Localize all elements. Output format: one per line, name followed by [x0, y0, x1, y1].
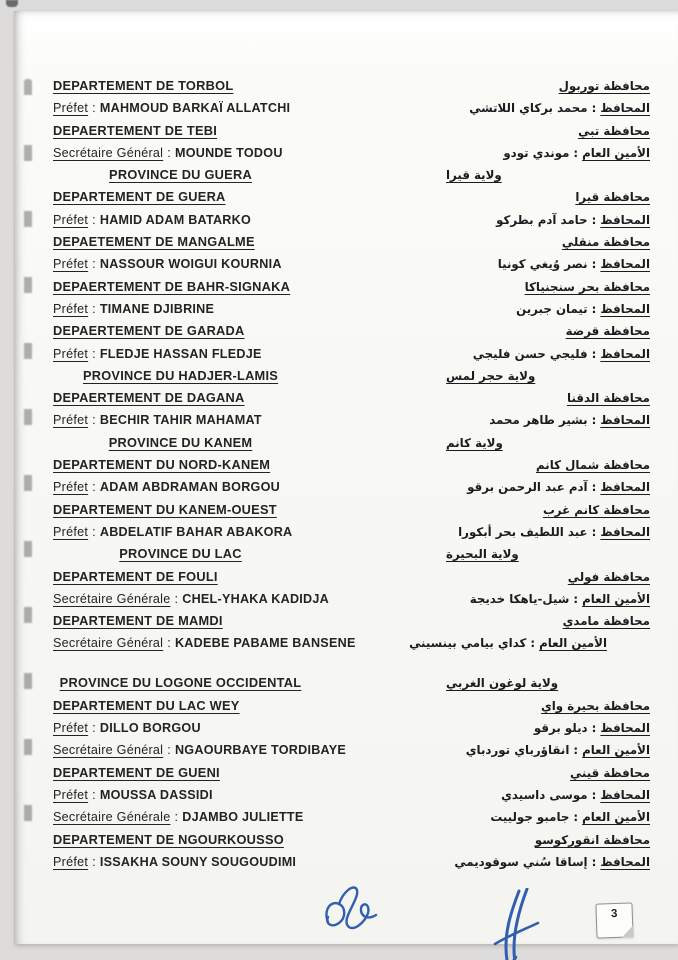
arabic-cell [418, 233, 650, 251]
french-cell [53, 367, 418, 385]
official-name-fr: ISSAKHA SOUNY SOUGOUDIMI [99, 854, 297, 869]
arabic-cell [418, 278, 650, 296]
official-role-fr: Préfet [53, 480, 89, 495]
page-number: 3 [610, 907, 618, 921]
arabic-cell [418, 367, 650, 385]
official-role-fr: Préfet [53, 212, 89, 227]
official-name-fr: MOUNDE TODOU [174, 145, 283, 160]
arabic-cell [418, 719, 650, 737]
colon-separator: : [591, 854, 597, 869]
document-page [14, 11, 678, 944]
official-role-fr: Secrétaire Générale [53, 591, 171, 606]
official-row [53, 255, 650, 277]
french-cell [53, 255, 418, 273]
official-name-ar: جامبو جولييت [490, 810, 570, 825]
dept-row [53, 278, 650, 300]
official-role-ar: المحافظ [600, 480, 650, 495]
colon-separator: : [591, 301, 597, 316]
french-cell [53, 434, 418, 452]
official-name-ar: حامد آدم بطركو [496, 212, 588, 227]
colon-separator: : [92, 301, 96, 316]
official-name-fr: DILLO BORGOU [99, 721, 201, 736]
dept-name-fr: DEPAERTEMENT DE TEBI [53, 122, 218, 138]
arabic-cell [418, 166, 650, 184]
french-cell [53, 590, 418, 608]
colon-separator: : [591, 257, 597, 272]
official-name-fr: CHEL-YHAKA KADIDJA [182, 591, 329, 606]
official-row [53, 144, 650, 166]
dept-row [53, 501, 650, 523]
arabic-cell [418, 389, 650, 407]
province-row [53, 674, 650, 696]
official-role-fr: Préfet [53, 721, 89, 736]
french-cell [53, 674, 418, 692]
official-role-fr: Préfet [53, 854, 89, 869]
colon-separator: : [573, 810, 579, 825]
french-cell [53, 211, 418, 229]
french-cell [53, 478, 418, 496]
document-body [53, 77, 650, 875]
arabic-cell [418, 255, 650, 273]
french-cell [53, 808, 418, 826]
province-name-fr: PROVINCE DU GUERA [109, 167, 252, 183]
arabic-cell [418, 99, 650, 117]
official-role-ar: المحافظ [600, 301, 650, 316]
official-name-ar: ديلو برقو [533, 721, 588, 736]
official-role-fr: Préfet [53, 346, 89, 361]
official-name-ar: إساقا سُني سوقوديمي [454, 854, 588, 869]
official-role-ar: المحافظ [600, 524, 650, 539]
colon-separator: : [92, 101, 96, 116]
colon-separator: : [92, 413, 96, 428]
official-name-fr: NGAOURBAYE TORDIBAYE [174, 743, 347, 758]
french-cell [53, 322, 418, 340]
signature-ink-2 [486, 888, 548, 960]
official-name-ar: آدم عبد الرحمن برقو [467, 480, 588, 495]
colon-separator: : [591, 212, 597, 227]
official-name-ar: تيمان جبرين [516, 301, 588, 316]
french-cell [53, 345, 418, 363]
page-number-badge [595, 902, 633, 938]
dept-name-ar: محافظة بحر سنجنياكا [524, 279, 650, 294]
official-name-ar: نصر وُيغي كونيا [497, 257, 588, 272]
dept-row [53, 764, 650, 786]
dept-name-ar: محافظة فولي [567, 569, 650, 584]
official-name-fr: FLEDJE HASSAN FLEDJE [99, 346, 262, 361]
arabic-cell [418, 122, 650, 140]
province-name-fr: PROVINCE DU LOGONE OCCIDENTAL [59, 675, 302, 691]
dept-name-fr: DEPARTEMENT DE TORBOL [53, 78, 234, 93]
official-name-fr: MOUSSA DASSIDI [99, 787, 213, 802]
dept-name-fr: DEPARTEMENT DE MAMDI [53, 613, 223, 629]
french-cell [53, 233, 418, 251]
dept-row [53, 831, 650, 853]
colon-separator: : [573, 743, 579, 758]
french-cell [53, 122, 418, 140]
official-name-fr: TIMANE DJIBRINE [99, 301, 215, 316]
french-cell [53, 634, 375, 652]
official-name-ar: بشير طاهر محمد [489, 413, 588, 428]
arabic-cell [418, 697, 650, 715]
official-name-fr: KADEBE PABAME BANSENE [174, 636, 356, 651]
french-cell [53, 411, 418, 429]
french-cell [53, 456, 418, 474]
official-role-fr: Préfet [53, 301, 89, 316]
official-role-fr: Secrétaire Générale [53, 810, 171, 825]
official-role-fr: Préfet [53, 524, 89, 539]
dept-name-ar: محافظة بحيرة واي [540, 698, 650, 713]
province-name-ar: ولاية البحيرة [446, 547, 519, 562]
arabic-cell [418, 300, 650, 318]
province-row [53, 434, 650, 456]
dept-name-fr: DEPARTEMENT DE GUENI [53, 764, 220, 780]
colon-separator: : [591, 413, 597, 428]
official-role-fr: Secrétaire Général [53, 636, 164, 651]
french-cell [53, 786, 418, 804]
province-name-ar: ولاية قيرا [446, 168, 502, 183]
dept-row [53, 612, 650, 634]
official-row [53, 523, 650, 545]
official-name-fr: DJAMBO JULIETTE [182, 810, 304, 825]
dept-name-fr: DEPAETEMENT DE MANGALME [53, 234, 255, 250]
colon-separator: : [174, 810, 179, 825]
colon-separator: : [591, 101, 597, 116]
province-name-fr: PROVINCE DU LAC [119, 546, 242, 562]
official-row [53, 634, 650, 674]
official-row [53, 590, 650, 612]
french-cell [53, 278, 418, 296]
dept-name-ar: محافظة منقلي [561, 235, 650, 250]
colon-separator: : [591, 346, 597, 361]
dept-name-fr: DEPARTEMENT DU KANEM-OUEST [53, 501, 277, 517]
dept-row [53, 122, 650, 144]
arabic-cell [418, 322, 650, 340]
french-cell [53, 188, 418, 206]
french-cell [53, 568, 418, 586]
arabic-cell [418, 764, 650, 782]
dept-row [53, 697, 650, 719]
arabic-cell [418, 612, 650, 630]
dept-row [53, 389, 650, 411]
official-name-fr: ABDELATIF BAHAR ABAKORA [99, 524, 293, 539]
colon-separator: : [167, 145, 171, 160]
french-cell [53, 545, 418, 563]
signature-ink-1 [318, 882, 396, 942]
official-row [53, 808, 650, 830]
arabic-cell [418, 434, 650, 452]
official-name-ar: شيل-ياهكا خديجة [469, 591, 570, 606]
arabic-cell [418, 853, 650, 871]
arabic-cell [418, 674, 650, 692]
french-cell [53, 612, 418, 630]
colon-separator: : [591, 480, 597, 495]
dept-name-ar: محافظة كانم غرب [542, 502, 650, 517]
colon-separator: : [591, 787, 597, 802]
official-role-ar: المحافظ [600, 854, 650, 869]
colon-separator: : [174, 591, 179, 606]
arabic-cell [418, 345, 650, 363]
colon-separator: : [92, 787, 96, 802]
colon-separator: : [167, 636, 171, 651]
arabic-cell [375, 634, 607, 652]
official-row [53, 345, 650, 367]
colon-separator: : [530, 636, 536, 651]
colon-separator: : [92, 212, 96, 227]
french-cell [53, 501, 418, 519]
official-row [53, 211, 650, 233]
official-name-ar: موسى داسيدي [501, 787, 588, 802]
arabic-cell [418, 188, 650, 206]
official-row [53, 300, 650, 322]
dept-name-fr: DEPAERTEMENT DE BAHR-SIGNAKA [53, 278, 291, 294]
dept-name-fr: DEPARTEMENT DE FOULI [53, 568, 218, 584]
colon-separator: : [92, 721, 96, 736]
official-name-ar: انقاؤرباي توردباي [465, 743, 570, 758]
official-role-fr: Préfet [53, 101, 89, 116]
official-role-ar: الأمين العام [582, 810, 650, 825]
province-name-ar: ولاية حجر لمس [446, 368, 536, 383]
dept-name-fr: DEPARTEMENT DE NGOURKOUSSO [53, 831, 284, 847]
french-cell [53, 697, 418, 715]
french-cell [53, 719, 418, 737]
official-row [53, 741, 650, 763]
arabic-cell [418, 831, 650, 849]
official-role-ar: الأمين العام [582, 591, 650, 606]
scan-artifact-left-edge [24, 79, 32, 854]
french-cell [53, 741, 418, 759]
arabic-cell [418, 590, 650, 608]
province-name-fr: PROVINCE DU KANEM [108, 434, 253, 450]
dept-row [53, 322, 650, 344]
arabic-cell [418, 478, 650, 496]
colon-separator: : [92, 346, 96, 361]
dept-row [53, 188, 650, 210]
french-cell [53, 99, 418, 117]
scan-artifact-speck [6, 0, 18, 7]
arabic-cell [418, 568, 650, 586]
official-role-ar: الأمين العام [582, 743, 650, 758]
colon-separator: : [591, 721, 597, 736]
dept-name-ar: محافظة قيني [569, 765, 650, 780]
official-name-fr: ADAM ABDRAMAN BORGOU [99, 480, 280, 495]
french-cell [53, 166, 418, 184]
dept-name-fr: DEPAERTEMENT DE GARADA [53, 323, 245, 339]
french-cell [53, 144, 418, 162]
dept-row [53, 77, 650, 99]
french-cell [53, 77, 418, 95]
official-name-fr: MAHMOUD BARKAÏ ALLATCHI [99, 101, 291, 116]
arabic-cell [418, 523, 650, 541]
official-role-ar: المحافظ [600, 346, 650, 361]
dept-name-ar: محافظة قرضة [565, 324, 650, 339]
official-row [53, 411, 650, 433]
province-name-ar: ولاية كانم [446, 435, 503, 450]
dept-name-ar: محافظة قيرا [575, 190, 650, 205]
colon-separator: : [573, 591, 579, 606]
colon-separator: : [92, 480, 96, 495]
french-cell [53, 523, 418, 541]
official-role-fr: Préfet [53, 257, 89, 272]
colon-separator: : [573, 145, 579, 160]
official-row [53, 99, 650, 121]
colon-separator: : [92, 854, 96, 869]
province-name-ar: ولاية لوغون الغربي [446, 676, 559, 691]
french-cell [53, 764, 418, 782]
dept-name-ar: محافظة توربول [558, 79, 650, 93]
official-name-fr: BECHIR TAHIR MAHAMAT [99, 413, 262, 428]
colon-separator: : [167, 743, 171, 758]
official-role-fr: Préfet [53, 787, 89, 802]
official-role-fr: Secrétaire Général [53, 743, 164, 758]
french-cell [53, 853, 418, 871]
arabic-cell [418, 411, 650, 429]
official-role-fr: Préfet [53, 413, 89, 428]
official-role-fr: Secrétaire Général [53, 145, 164, 160]
province-row [53, 545, 650, 567]
dept-name-fr: DEPARTEMENT DE GUERA [53, 189, 226, 205]
arabic-cell [418, 456, 650, 474]
province-name-fr: PROVINCE DU HADJER-LAMIS [82, 367, 279, 383]
official-row [53, 478, 650, 500]
dept-name-ar: محافظة انقوركوسو [534, 832, 650, 847]
official-role-ar: الأمين العام [539, 636, 607, 651]
official-row [53, 786, 650, 808]
official-row [53, 719, 650, 741]
colon-separator: : [92, 524, 96, 539]
official-role-ar: المحافظ [600, 212, 650, 227]
official-row [53, 853, 650, 875]
french-cell [53, 831, 418, 849]
official-role-ar: المحافظ [600, 787, 650, 802]
french-cell [53, 389, 418, 407]
french-cell [53, 300, 418, 318]
official-role-ar: المحافظ [600, 721, 650, 736]
official-name-ar: كداي بيامي بينسيني [409, 636, 527, 651]
province-row [53, 367, 650, 389]
arabic-cell [418, 786, 650, 804]
arabic-cell [418, 211, 650, 229]
dept-name-fr: DEPARTEMENT DU LAC WEY [53, 697, 240, 713]
arabic-cell [418, 741, 650, 759]
dept-name-fr: DEPARTEMENT DU NORD-KANEM [53, 457, 271, 473]
arabic-cell [418, 77, 650, 95]
arabic-cell [418, 501, 650, 519]
dept-name-ar: محافظة تبي [578, 123, 650, 138]
arabic-cell [418, 808, 650, 826]
official-role-ar: المحافظ [600, 257, 650, 272]
official-name-ar: محمد بركاي اللاتشي [469, 101, 588, 116]
dept-row [53, 233, 650, 255]
colon-separator: : [591, 524, 597, 539]
official-name-ar: فليجي حسن فليجي [472, 346, 588, 361]
dept-row [53, 568, 650, 590]
official-name-ar: عبد اللطيف بحر أبكورا [458, 524, 588, 539]
official-role-ar: المحافظ [600, 413, 650, 428]
dept-name-ar: محافظة الدقنا [567, 391, 650, 406]
dept-row [53, 456, 650, 478]
official-name-fr: NASSOUR WOIGUI KOURNIA [99, 257, 282, 272]
dept-name-ar: محافظة شمال كانم [536, 458, 650, 473]
official-role-ar: المحافظ [600, 101, 650, 116]
official-name-ar: موندي تودو [503, 145, 570, 160]
arabic-cell [418, 545, 650, 563]
arabic-cell [418, 144, 650, 162]
official-role-ar: الأمين العام [582, 145, 650, 160]
official-name-fr: HAMID ADAM BATARKO [99, 212, 252, 227]
colon-separator: : [92, 257, 96, 272]
province-row [53, 166, 650, 188]
dept-name-fr: DEPAERTEMENT DE DAGANA [53, 390, 245, 406]
dept-name-ar: محافظة مامدي [562, 614, 650, 629]
